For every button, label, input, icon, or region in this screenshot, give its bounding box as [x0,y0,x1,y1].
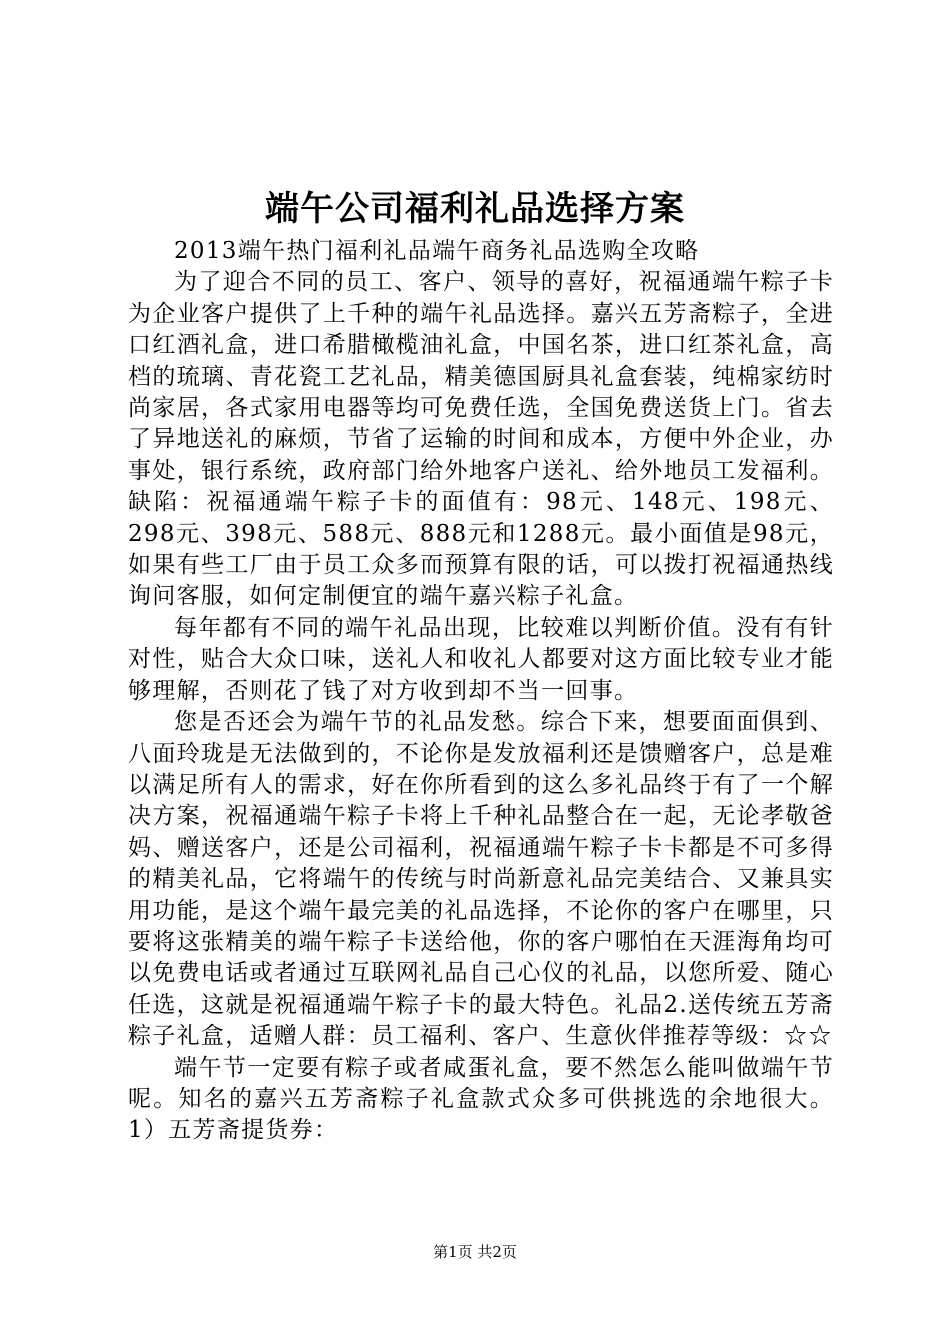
document-body [128,236,834,1147]
paragraph-subtitle: 2013端午热门福利礼品端午商务礼品选购全攻略 [174,238,700,264]
paragraph: 每年都有不同的端午礼品出现，比较难以判断价值。没有有针对性，贴合大众口味，送礼人和收礼人都要对这方面比较专业才能够理解，否则花了钱了对方收到却不当一回事。 [128,614,834,704]
paragraph: 端午节一定要有粽子或者咸蛋礼盒，要不然怎么能叫做端午节呢。知名的嘉兴五芳斋粽子礼盒款式众多可供挑选的余地很大。1）五芳斋提货券： [128,1054,834,1144]
paragraph: 为了迎合不同的员工、客户、领导的喜好，祝福通端午粽子卡为企业客户提供了上千种的端午礼品选择。嘉兴五芳斋粽子，全进口红酒礼盒，进口希腊橄榄油礼盒，中国名茶，进口红茶礼盒，高档的琉璃、青花瓷工艺礼品，精美德国厨具礼盒套装，纯棉家纺时尚家居，各式家用电器等均可免费任选，全国免费送货上门。省去了异地送礼的麻烦，节省了运输的时间和成本，方便中外企业，办事处，银行系统，政府部门给外地客户送礼、给外地员工发福利。缺陷：祝福通端午粽子卡的面值有：98元、148元、198元、298元、398元、588元、888元和1288元。最小面值是98元，如果有些工厂由于员工众多而预算有限的话，可以拨打祝福通热线询问客服，如何定制便宜的端午嘉兴粽子礼盒。 [128,269,834,610]
document-title: 端午公司福利礼品选择方案 [265,189,685,229]
paragraph: 您是否还会为端午节的礼品发愁。综合下来，想要面面俱到、八面玲珑是无法做到的，不论你是发放福利还是馈赠客户，总是难以满足所有人的需求，好在你所看到的这么多礼品终于有了一个解决方案，祝福通端午粽子卡将上千种礼品整合在一起，无论孝敬爸妈、赠送客户，还是公司福利，祝福通端午粽子卡卡都是不可多得的精美礼品，它将端午的传统与时尚新意礼品完美结合、又兼具实用功能，是这个端午最完美的礼品选择，不论你的客户在哪里，只要将这张精美的端午粽子卡送给他，你的客户哪怕在天涯海角均可以免费电话或者通过互联网礼品自己心仪的礼品，以您所爱、随心任选，这就是祝福通端午粽子卡的最大特色。礼品2.送传统五芳斋粽子礼盒，适赠人群：员工福利、客户、生意伙伴推荐等级：☆☆ [128,709,834,1050]
page-footer: 第1页 共2页 [433,1243,517,1261]
